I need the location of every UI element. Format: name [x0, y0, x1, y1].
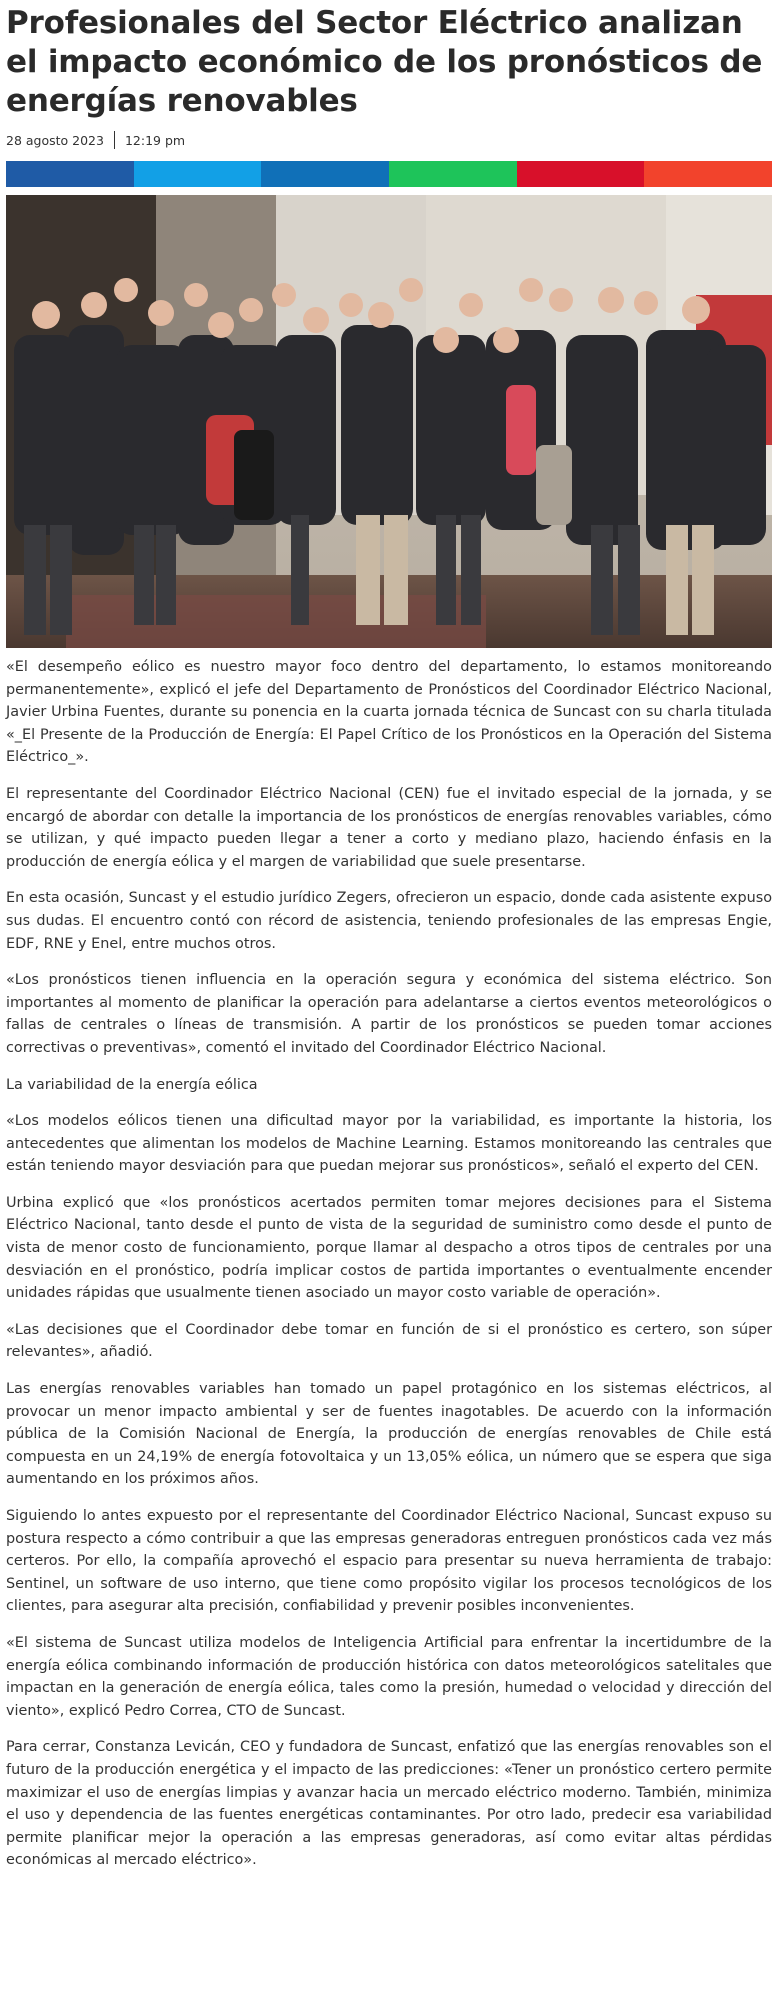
group-photo — [6, 195, 772, 648]
paragraph-7: Urbina explicó que «los pronósticos acertados permiten tomar mejores decisiones para el Sistema Eléctrico Nacional, tanto desde el punto de vista de la seguridad de suministro como desde el punto de vista de menor costo de funcionamiento, porque llamar al despacho a otros tipos de centrales por una desviación en el pronóstico, podría implicar costos de partida importantes o eventualmente encender unidades rápidas que usualmente tienen asociado un mayor costo variable de operación». — [6, 1194, 772, 1302]
color-segment-4 — [389, 161, 517, 187]
color-segment-6 — [644, 161, 772, 187]
article-body — [6, 656, 772, 1872]
article — [6, 4, 772, 1872]
publish-date: 28 agosto 2023 — [6, 132, 104, 148]
paragraph-8: «Las decisiones que el Coordinador debe tomar en función de si el pronóstico es certero, son súper relevantes», añadió. — [6, 1321, 772, 1361]
brand-color-bar — [6, 161, 772, 187]
paragraph-3: En esta ocasión, Suncast y el estudio jurídico Zegers, ofrecieron un espacio, donde cada asistente expuso sus dudas. El encuentro contó con récord de asistencia, teniendo profesionales de las empresas Engie, EDF, RNE y Enel, entre muchos otros. — [6, 890, 772, 952]
paragraph-9: Las energías renovables variables han tomado un papel protagónico en los sistemas eléctricos, al provocar un menor impacto ambiental y ser de fuentes inagotables. De acuerdo con la información pública de la Comisión Nacional de Energía, la producción de energías renovables de Chile está compuesta en un 24,19% de energía fotovoltaica y un 13,05% eólica, un número que se espera que siga aumentando en los próximos años. — [6, 1381, 772, 1488]
paragraph-6: «Los modelos eólicos tienen una dificultad mayor por la variabilidad, es importante la historia, los antecedentes que alimentan los modelos de Machine Learning. Estamos monitoreando las centrales que están teniendo mayor desviación para que puedan mejorar sus pronósticos», señaló el experto del CEN. — [6, 1113, 772, 1175]
paragraph-10: Siguiendo lo antes expuesto por el representante del Coordinador Eléctrico Nacional, Suncast expuso su postura respecto a cómo contribuir a que las empresas generadoras entreguen pronósticos cada vez más certeros. Por ello, la compañía aprovechó el espacio para presentar su nueva herramienta de trabajo: Sentinel, un software de uso interno, que tiene como propósito vigilar los procesos tecnológicos de los clientes, para asegurar alta precisión, confiabilidad y prevenir posibles inconvenientes. — [6, 1508, 772, 1615]
paragraph-11: «El sistema de Suncast utiliza modelos de Inteligencia Artificial para enfrentar la incertidumbre de la energía eólica combinando información de producción histórica con datos meteorológicos satelitales que impactan en la generación de energía eólica, tales como la presión, humedad o velocidad y dirección del viento», explicó Pedro Correa, CTO de Suncast. — [6, 1634, 772, 1719]
publish-time: 12:19 pm — [124, 132, 186, 148]
article-meta — [6, 131, 772, 149]
color-segment-5 — [517, 161, 645, 187]
paragraph-4: «Los pronósticos tienen influencia en la operación segura y económica del sistema eléctrico. Son importantes al momento de planificar la operación para adelantarse a ciertos eventos meteorológicos o fallas de centrales o líneas de transmisión. A partir de los pronósticos se pueden tomar acciones correctivas o preventivas», comentó el invitado del Coordinador Eléctrico Nacional. — [6, 972, 772, 1056]
color-segment-1 — [6, 161, 134, 187]
color-segment-2 — [134, 161, 262, 187]
color-segment-3 — [261, 161, 389, 187]
section-subheading: La variabilidad de la energía eólica — [6, 1076, 258, 1093]
paragraph-1: «El desempeño eólico es nuestro mayor foco dentro del departamento, lo estamos monitoreando permanentemente», explicó el jefe del Departamento de Pronósticos del Coordinador Eléctrico Nacional, Javier Urbina Fuentes, durante su ponencia en la cuarta jornada técnica de Suncast con su charla titulada «_El Presente de la Producción de Energía: El Papel Crítico de los Pronósticos en la Operación del Sistema Eléctrico_». — [6, 659, 772, 766]
article-title: Profesionales del Sector Eléctrico analizan el impacto económico de los pronósticos de energías renovables — [6, 5, 763, 119]
paragraph-2: El representante del Coordinador Eléctrico Nacional (CEN) fue el invitado especial de la jornada, y se encargó de abordar con detalle la importancia de los pronósticos de energías renovables variables, cómo se utilizan, y qué impacto pueden llegar a tener a corto y mediano plazo, haciendo énfasis en la producción de energía eólica y el margen de variabilidad que suele presentarse. — [6, 785, 772, 870]
meta-divider — [114, 131, 115, 149]
paragraph-12: Para cerrar, Constanza Levicán, CEO y fundadora de Suncast, enfatizó que las energías renovables son el futuro de la producción energética y el impacto de las predicciones: «Tener un pronóstico certero permite maximizar el uso de energías limpias y avanzar hacia un mercado eléctrico moderno. También, minimiza el uso y dependencia de las fuentes energéticas contaminantes. Por otro lado, predecir esa variabilidad permite planificar mejor la operación a las empresas generadoras, así como evitar altas pérdidas económicas al mercado eléctrico». — [6, 1739, 772, 1869]
